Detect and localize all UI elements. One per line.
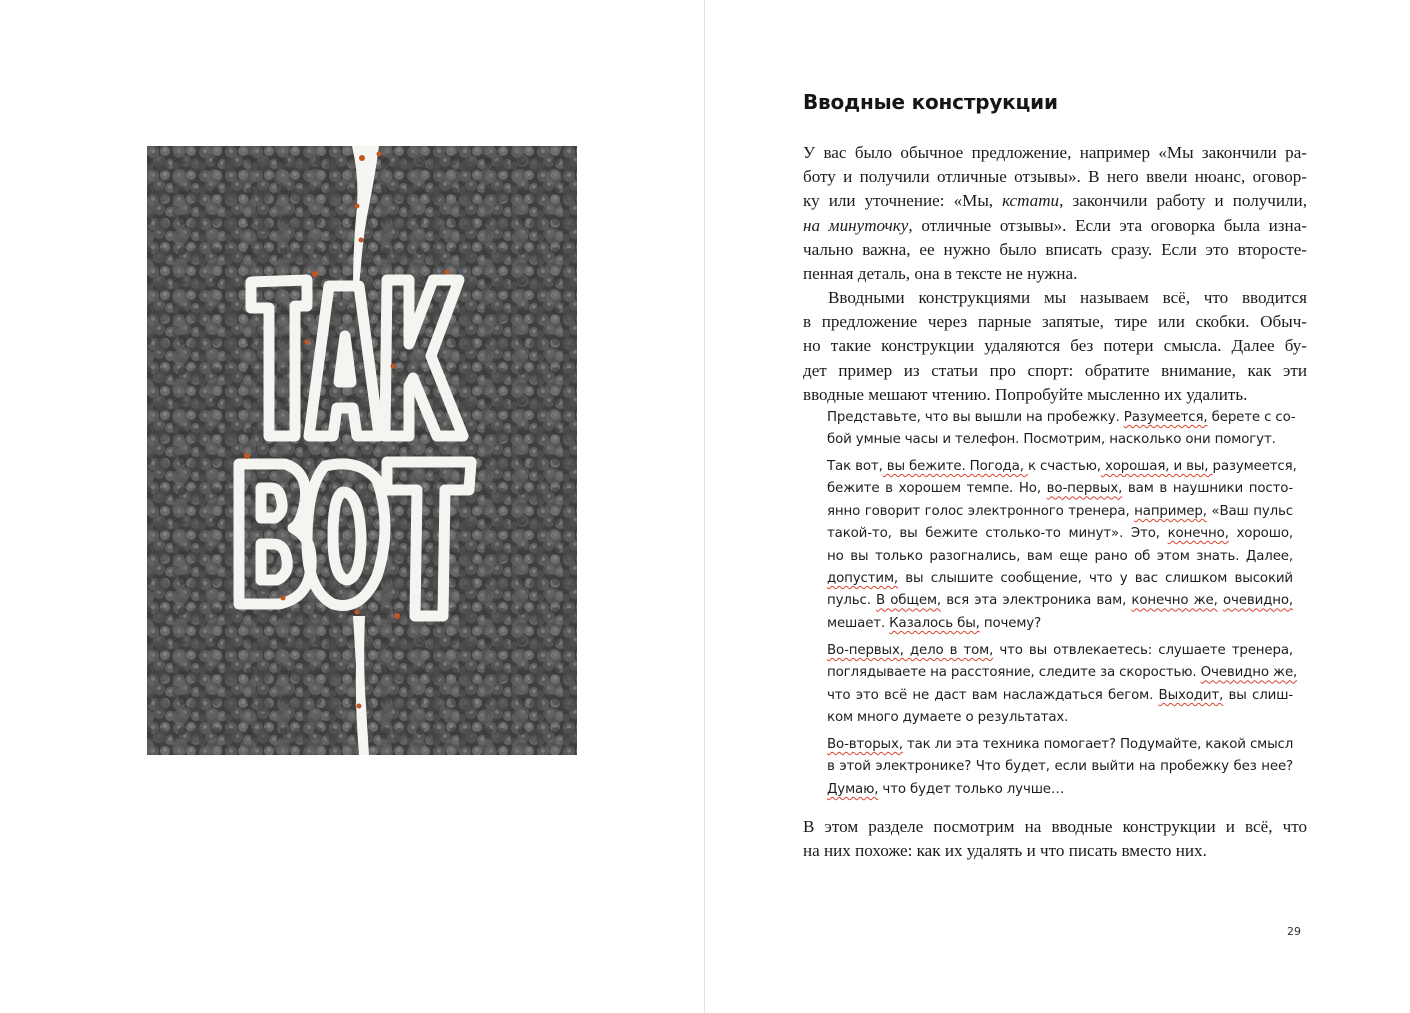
text-run: что будет только лучше… (878, 781, 1065, 797)
text-run: что вы отвлекаетесь: слушаете тренера, (993, 643, 1293, 658)
highlighted-introductory-phrase: вы бежите. Погода, (882, 459, 1028, 474)
text-run: бой умные часы и телефон. Посмотрим, насколько они помогут. (827, 432, 1276, 448)
example-line (827, 481, 1293, 496)
text-run: ку или уточнение: «Мы, (803, 191, 1003, 211)
text-run: мешает. (827, 615, 890, 631)
text-run: хорошо, (1228, 526, 1293, 542)
example-line (827, 710, 1293, 725)
highlighted-introductory-phrase: конечно же, (1131, 593, 1218, 609)
text-run: вы слышите сообщение, что у вас слишком высокий (898, 571, 1293, 586)
text-line: чально важна, ее нужно было вписать сразу. Если это второсте- (803, 239, 1307, 259)
highlighted-introductory-phrase: например, (1134, 503, 1207, 519)
highlighted-introductory-phrase: Казалось бы, (889, 615, 980, 631)
text-run: янно говорит голос электронного тренера, (827, 503, 1135, 519)
text-line: пенная деталь, она в тексте не нужна. (803, 264, 1078, 283)
text-run: , закончили работу и получили, (1059, 191, 1307, 211)
highlighted-introductory-phrase: Думаю, (827, 781, 879, 797)
text-line: В этом разделе посмотрим на вводные конструкции и всё, что (803, 817, 1307, 836)
left-page (0, 0, 704, 1013)
example-line (827, 549, 1293, 564)
text-run: что это всё не даст вам наслаждаться бегом. (827, 687, 1159, 703)
text-line: Вводными конструкциями мы называем всё, что вводится (828, 288, 1307, 307)
illustration-artwork (147, 146, 577, 755)
text-line (803, 189, 1307, 213)
text-line: вводные мешают чтению. Попробуйте мысленно их удалить. (803, 384, 1248, 404)
highlighted-introductory-phrase: Во-вторых, (827, 737, 903, 752)
example-line (827, 571, 1293, 586)
highlighted-introductory-phrase: В общем, (876, 593, 942, 609)
section-heading: Вводные конструкции (803, 90, 1058, 114)
text-line: дет пример из статьи про спорт: обратите внимание, как эти (803, 360, 1307, 380)
text-line: У вас было обычное предложение, например «Мы закончили ра- (803, 143, 1307, 162)
highlighted-introductory-phrase: допустим, (827, 571, 899, 586)
highlighted-introductory-phrase: Выходит, (1158, 687, 1224, 703)
example-line (827, 504, 1293, 519)
italic-phrase: кстати (1002, 191, 1060, 211)
example-line (827, 459, 1297, 474)
highlighted-introductory-phrase: Очевидно же, (1200, 665, 1298, 681)
text-run: пульс. (827, 593, 877, 609)
moss-lettering-illustration (147, 146, 577, 755)
example-line (827, 526, 1293, 541)
text-run: так ли эта техника помогает? Подумайте, какой смысл (902, 737, 1294, 752)
text-run: вам в наушники посто- (1122, 481, 1294, 497)
text-run: в этой электронике? Что будет, если выйти на пробежку без нее? (827, 759, 1293, 775)
example-line (827, 665, 1298, 681)
text-run: почему? (979, 615, 1042, 631)
example-line (827, 593, 1293, 608)
highlighted-introductory-phrase: во-первых, (1046, 481, 1123, 497)
text-run: поглядываете на расстояние, следите за скоростью. (827, 665, 1201, 681)
text-run: но вы только разогнались, вам еще рано об этом знать. Далее, (827, 548, 1293, 564)
highlighted-introductory-phrase: хорошая, и вы, (1100, 459, 1213, 474)
text-line: на них похоже: как их удалять и что писать вместо них. (803, 841, 1207, 861)
highlighted-introductory-phrase: Разумеется, (1123, 410, 1208, 425)
page-number: 29 (1287, 925, 1301, 938)
example-line (827, 688, 1293, 703)
text-run: , отличные отзывы». Если эта оговорка была изна- (908, 215, 1307, 235)
example-line (827, 759, 1293, 774)
example-line (827, 432, 1293, 447)
highlighted-introductory-phrase: Во-первых, дело в том, (827, 643, 994, 658)
example-line (827, 782, 1293, 797)
text-run: вы слиш- (1223, 687, 1293, 703)
text-line: боту и получили отличные отзывы». В него ввели нюанс, оговор- (803, 167, 1307, 187)
text-run: вся эта электроника вам, (941, 593, 1132, 609)
text-run: ком много думаете о результатах. (827, 710, 1069, 726)
right-page (705, 0, 1410, 1013)
italic-phrase: на минуточку (803, 215, 909, 235)
example-line (827, 616, 1293, 631)
text-run: берете с со- (1207, 410, 1296, 425)
example-line (827, 737, 1293, 752)
text-line: в предложение через парные запятые, тире или скобки. Обыч- (803, 312, 1307, 332)
text-run: Представьте, что вы вышли на пробежку. (827, 410, 1124, 425)
text-line (803, 214, 1307, 238)
text-run: такой-то, вы бежите столько-то минут». Это, (827, 526, 1168, 542)
highlighted-introductory-phrase: очевидно, (1222, 593, 1293, 609)
example-line (827, 643, 1293, 658)
text-run: разумеется, (1212, 459, 1297, 474)
text-run: бежите в хорошем темпе. Но, (827, 481, 1047, 497)
text-run: к счастью, (1027, 459, 1101, 474)
example-line (827, 410, 1296, 425)
highlighted-introductory-phrase: конечно, (1167, 526, 1229, 542)
text-line: но такие конструкции удаляются без потери смысла. Далее бу- (803, 336, 1307, 356)
text-run: «Ваш пульс (1206, 503, 1293, 519)
text-run: Так вот, (827, 459, 883, 474)
